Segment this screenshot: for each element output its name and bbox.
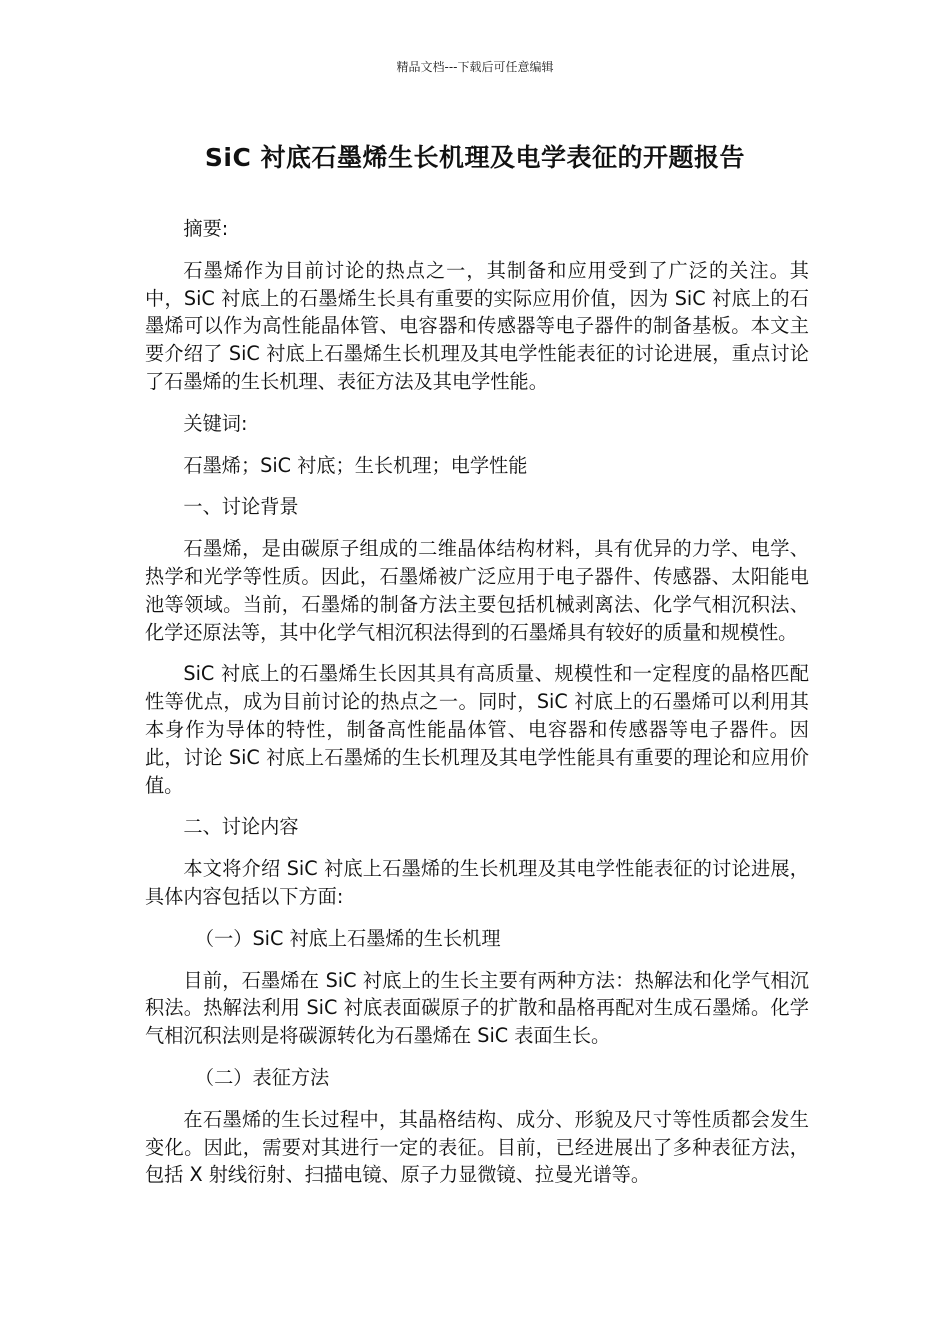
background-paragraph-1: 石墨烯，是由碳原子组成的二维晶体结构材料，具有优异的力学、电学、热学和光学等性质。因此，石墨烯被广泛应用于电子器件、传感器、太阳能电池等领域。当前，石墨烯的制备方法主要包括机械剥离法、化学气相沉积法、化学还原法等，其中化学气相沉积法得到的石墨烯具有较好的质量和规模性。 xyxy=(145,537,809,644)
document-body xyxy=(145,215,809,1203)
section-heading-content: 二、讨论内容 xyxy=(183,815,299,839)
abstract-paragraph: 石墨烯作为目前讨论的热点之一，其制备和应用受到了广泛的关注。其中，SiC 衬底上的石墨烯生长具有重要的实际应用价值，因为 SiC 衬底上的石墨烯可以作为高性能晶体管、电容器和传感器等电子器件的制备基板。本文主要介绍了 SiC 衬底上石墨烯生长机理及其电学性能表征的讨论进展，重点讨论了石墨烯的生长机理、表征方法及其电学性能。 xyxy=(145,258,809,393)
characterization-paragraph: 在石墨烯的生长过程中，其晶格结构、成分、形貌及尺寸等性质都会发生变化。因此，需要对其进行一定的表征。目前，已经进展出了多种表征方法，包括 X 射线衍射、扫描电镜、原子力显微镜、拉曼光谱等。 xyxy=(145,1107,809,1187)
abstract-label: 摘要: xyxy=(183,217,229,240)
header-note: 精品文档---下载后可任意编辑 xyxy=(396,60,554,74)
growth-paragraph: 目前，石墨烯在 SiC 衬底上的生长主要有两种方法：热解法和化学气相沉积法。热解法利用 SiC 衬底表面碳原子的扩散和晶格再配对生成石墨烯。化学气相沉积法则是将碳源转化为石墨烯在 SiC 表面生长。 xyxy=(145,968,809,1048)
subsection-heading-characterization: （二）表征方法 xyxy=(194,1065,330,1089)
keywords-text: 石墨烯；SiC 衬底；生长机理；电学性能 xyxy=(183,453,528,477)
section-heading-background: 一、讨论背景 xyxy=(183,495,299,519)
keywords-label: 关键词: xyxy=(183,411,248,435)
background-paragraph-2: SiC 衬底上的石墨烯生长因其具有高质量、规模性和一定程度的晶格匹配性等优点，成为目前讨论的热点之一。同时，SiC 衬底上的石墨烯可以利用其本身作为导体的特性，制备高性能晶体管、电容器和传感器等电子器件。因此，讨论 SiC 衬底上石墨烯的生长机理及其电学性能具有重要的理论和应用价值。 xyxy=(145,662,809,797)
document-title: SiC 衬底石墨烯生长机理及电学表征的开题报告 xyxy=(204,143,746,172)
subsection-heading-growth: （一）SiC 衬底上石墨烯的生长机理 xyxy=(194,926,501,950)
content-intro-paragraph: 本文将介绍 SiC 衬底上石墨烯的生长机理及其电学性能表征的讨论进展，具体内容包括以下方面: xyxy=(145,857,809,908)
